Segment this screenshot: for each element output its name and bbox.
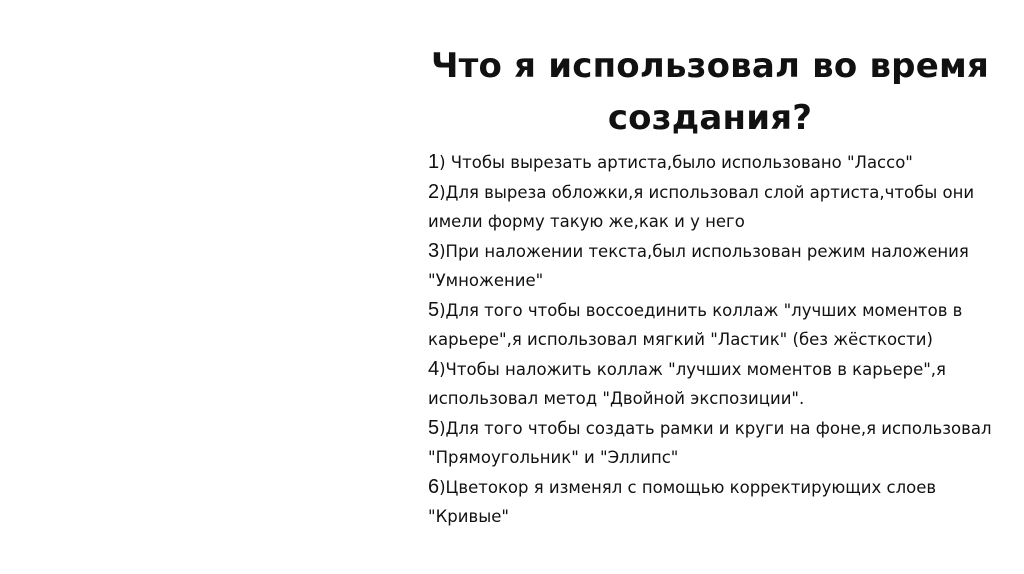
step-text: )При наложении текста,был использован режим наложения bbox=[439, 241, 969, 261]
step-item-4-line-1 bbox=[428, 296, 1008, 326]
step-item-2-line-2: имели форму такую же,как и у него bbox=[428, 212, 745, 231]
step-item-3-line-1 bbox=[428, 237, 1008, 267]
slide-title-line-2: создания? bbox=[607, 98, 813, 138]
steps-list bbox=[428, 148, 1008, 532]
step-item-6-line-2: "Прямоугольник" и "Эллипс" bbox=[428, 448, 679, 467]
step-number: 4 bbox=[428, 357, 440, 380]
step-item-5-line-2: использовал метод "Двойной экспозиции". bbox=[428, 389, 805, 408]
step-number: 2 bbox=[428, 180, 440, 203]
step-text: )Цветокор я изменял с помощью корректирующих слоев bbox=[439, 477, 937, 497]
step-item-4-line-2: карьере",я использовал мягкий "Ластик" (без жёсткости) bbox=[428, 330, 933, 349]
step-item-3-line-2: "Умножение" bbox=[428, 271, 544, 290]
step-number: 5 bbox=[428, 298, 440, 321]
step-item-5-line-1 bbox=[428, 355, 1008, 385]
step-text: ) Чтобы вырезать артиста,было использовано "Лассо" bbox=[439, 153, 913, 172]
step-number: 1 bbox=[428, 151, 440, 173]
step-item-1-line-1 bbox=[428, 148, 1008, 178]
step-text: )Для того чтобы воссоединить коллаж "лучших моментов в bbox=[439, 300, 963, 320]
step-item-7-line-1 bbox=[428, 473, 1008, 503]
slide-title bbox=[400, 40, 1020, 144]
step-text: )Чтобы наложить коллаж "лучших моментов в карьере",я bbox=[439, 359, 946, 379]
step-number: 3 bbox=[428, 239, 440, 262]
step-item-6-line-1 bbox=[428, 414, 1008, 444]
step-text: )Для выреза обложки,я использовал слой артиста,чтобы они bbox=[439, 182, 975, 202]
step-text: )Для того чтобы создать рамки и круги на фоне,я использовал bbox=[439, 418, 992, 438]
step-item-7-line-2: "Кривые" bbox=[428, 507, 509, 526]
step-number: 6 bbox=[428, 475, 440, 498]
step-item-2-line-1 bbox=[428, 178, 1008, 208]
slide-title-line-1: Что я использовал во время bbox=[430, 46, 990, 86]
step-number: 5 bbox=[428, 416, 440, 439]
